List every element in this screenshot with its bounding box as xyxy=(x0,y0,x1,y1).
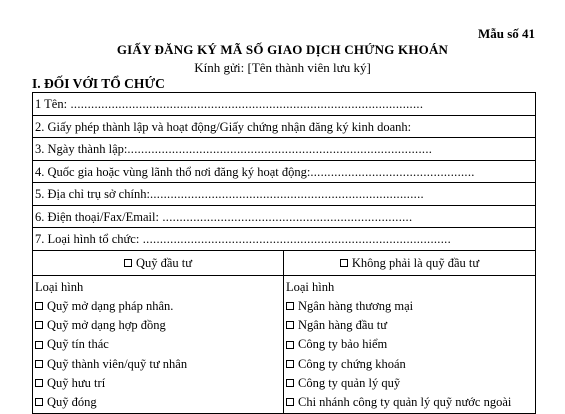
checkbox-icon[interactable] xyxy=(35,360,43,368)
recipient-line: Kính gửi: [Tên thành viên lưu ký] xyxy=(194,60,371,75)
fund-type-label: Loại hình xyxy=(35,279,84,294)
non-fund-option[interactable]: Công ty quản lý quỹ xyxy=(286,374,535,393)
fund-header[interactable]: Quỹ đầu tư xyxy=(33,251,283,276)
field-establish-date[interactable]: 3. Ngày thành lập:......................................................................................... xyxy=(33,138,535,161)
fund-option[interactable]: Quỹ tín thác xyxy=(35,335,283,354)
checkbox-icon[interactable] xyxy=(286,379,294,387)
non-fund-option[interactable]: Chi nhánh công ty quản lý quỹ nước ngoài xyxy=(286,393,535,412)
checkbox-icon[interactable] xyxy=(286,360,294,368)
fund-option[interactable]: Quỹ thành viên/quỹ tư nhân xyxy=(35,355,283,374)
checkbox-icon[interactable] xyxy=(35,379,43,387)
non-fund-option[interactable]: Công ty chứng khoán xyxy=(286,355,535,374)
field-org-type[interactable]: 7. Loại hình tổ chức: .......................................................................................... xyxy=(33,228,535,251)
non-fund-option[interactable]: Ngân hàng đầu tư xyxy=(286,316,535,335)
checkbox-icon[interactable] xyxy=(124,259,132,267)
fund-column xyxy=(33,251,284,413)
non-fund-column xyxy=(284,251,535,413)
fund-option[interactable]: Quỹ hưu trí xyxy=(35,374,283,393)
non-fund-option[interactable]: Ngân hàng thương mại xyxy=(286,297,535,316)
non-fund-type-label: Loại hình xyxy=(286,279,335,294)
checkbox-icon[interactable] xyxy=(35,302,43,310)
checkbox-icon[interactable] xyxy=(286,302,294,310)
checkbox-icon[interactable] xyxy=(286,321,294,329)
registration-table xyxy=(32,92,536,414)
non-fund-header[interactable]: Không phải là quỹ đầu tư xyxy=(284,251,535,276)
checkbox-icon[interactable] xyxy=(35,341,43,349)
non-fund-option[interactable]: Công ty bảo hiểm xyxy=(286,335,535,354)
field-contact[interactable]: 6. Điện thoại/Fax/Email: ......................................................................... xyxy=(33,206,535,229)
field-country[interactable]: 4. Quốc gia hoặc vùng lãnh thổ nơi đăng ký hoạt động:................................................ xyxy=(33,161,535,184)
org-type-grid xyxy=(33,251,535,414)
fund-option[interactable]: Quỹ đóng xyxy=(35,393,283,412)
checkbox-icon[interactable] xyxy=(35,398,43,406)
checkbox-icon[interactable] xyxy=(340,259,348,267)
field-license[interactable]: 2. Giấy phép thành lập và hoạt động/Giấy chứng nhận đăng ký kinh doanh: xyxy=(33,116,535,139)
checkbox-icon[interactable] xyxy=(35,321,43,329)
checkbox-icon[interactable] xyxy=(286,341,294,349)
fund-option[interactable]: Quỹ mở dạng hợp đồng xyxy=(35,316,283,335)
checkbox-icon[interactable] xyxy=(286,398,294,406)
field-name[interactable]: 1 Tên: ....................................................................................................... xyxy=(33,93,535,116)
section-title: I. ĐỐI VỚI TỔ CHỨC xyxy=(32,76,165,91)
form-number: Mẫu số 41 xyxy=(477,26,535,41)
field-address[interactable]: 5. Địa chỉ trụ sở chính:................................................................................ xyxy=(33,183,535,206)
document-title: GIẤY ĐĂNG KÝ MÃ SỐ GIAO DỊCH CHỨNG KHOÁN xyxy=(116,42,449,57)
fund-option[interactable]: Quỹ mở dạng pháp nhân. xyxy=(35,297,283,316)
